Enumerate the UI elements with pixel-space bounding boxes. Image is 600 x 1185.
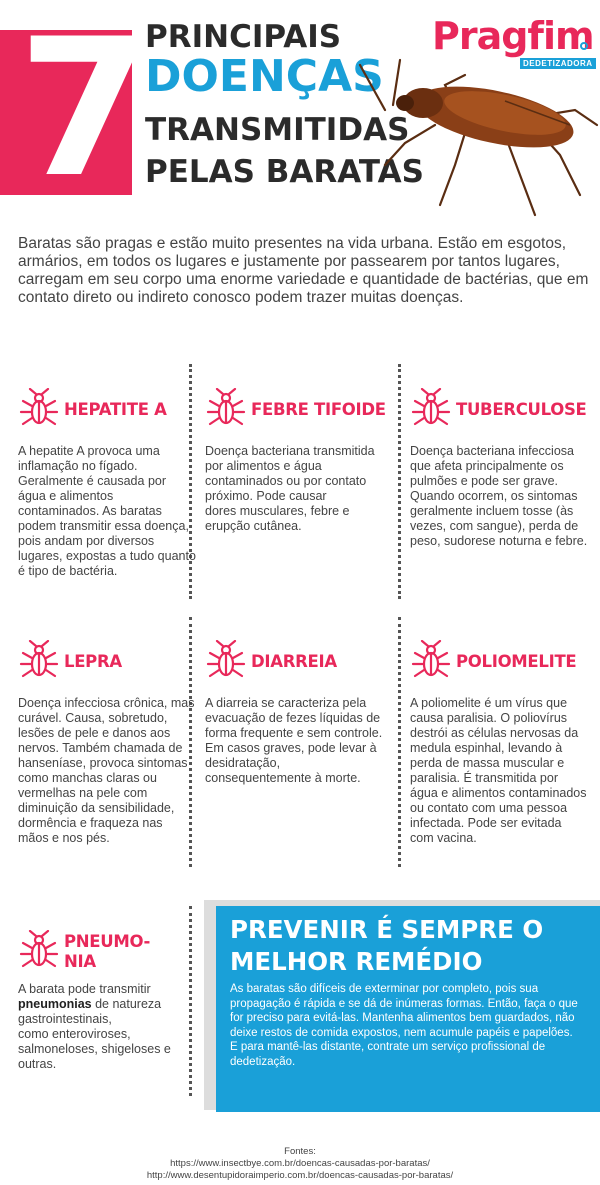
cockroach-icon xyxy=(205,388,247,428)
separator-4 xyxy=(398,617,401,867)
card-description: A hepatite A provoca uma inflamação no fígado. Geralmente é causada por água e alimentos contaminados. As baratas podem transmitir essa doença, pois andam por diversos lugares, expostas a tudo quanto é tipo de bactéria. xyxy=(18,444,196,578)
sources-label: Fontes: xyxy=(284,1146,316,1157)
source-link-2[interactable]: http://www.desentupidoraimperio.com.br/doencas-causadas-por-baratas/ xyxy=(146,1170,454,1181)
logo-dot xyxy=(580,42,588,50)
disease-card-pneumonia xyxy=(18,930,196,1072)
cockroach-icon xyxy=(18,388,60,428)
card-title: POLIOMELITE xyxy=(456,652,577,671)
disease-card-tuberculose xyxy=(410,388,588,549)
card-title: HEPATITE A xyxy=(64,400,167,419)
card-description: Doença infecciosa crônica, mas curável. Causa, sobretudo, lesões de pele e danos aos nervos. Também chamada de hanseníase, provoca sintomas como manchas claras ou vermelhas na pele com diminuição da sensibilidade, dormência e fraqueza nas mãos e nos pés. xyxy=(18,696,195,845)
big-number: 7 xyxy=(18,0,145,219)
card-title: FEBRE TIFOIDE xyxy=(251,400,386,419)
disease-card-hepatite xyxy=(18,388,196,579)
cockroach-icon xyxy=(410,640,452,680)
title-line-3: TRANSMITIDAS xyxy=(145,112,410,148)
card-description: Doença bacteriana transmitida por alimentos e água contaminados ou por contato próximo. Pode causar dores musculares, febre e erupção cutânea. xyxy=(205,444,375,533)
card-title: PNEUMO- NIA xyxy=(64,932,151,971)
card-title: DIARREIA xyxy=(251,652,337,671)
disease-card-febre-tifoide xyxy=(205,388,386,534)
card-description xyxy=(18,982,196,1072)
prevent-text: As baratas são difíceis de exterminar por completo, pois sua propagação é rápida e se dá de inúmeras formas. Então, faça o que for preciso para evitá-las. Mantenha alimentos bem guardados, não deixe restos de comida expostos, nem acumule papéis e papelões. E para mantê-las distante, contrate um serviço profissional de dedetização. xyxy=(230,983,578,1068)
disease-card-lepra xyxy=(18,640,196,846)
text-prefix: A barata pode transmitir xyxy=(18,982,151,996)
cockroach-icon xyxy=(410,388,452,428)
logo-wordmark: Pragfim xyxy=(432,14,594,58)
prevent-box xyxy=(216,906,600,1112)
card-title: LEPRA xyxy=(64,652,122,671)
card-description: A diarreia se caracteriza pela evacuação de fezes líquidas de forma frequente e sem controle. Em casos graves, pode levar à desidratação, consequentemente à morte. xyxy=(205,696,383,785)
source-link-1[interactable]: https://www.insectbye.com.br/doencas-causadas-por-baratas/ xyxy=(170,1158,430,1169)
disease-card-poliomelite xyxy=(410,640,588,846)
title-line-4: PELAS BARATAS xyxy=(145,154,424,190)
card-description: Doença bacteriana infecciosa que afeta principalmente os pulmões e pode ser grave. Quando ocorrem, os sintomas geralmente incluem tosse (às vezes, com sangue), perda de peso, sudorese noturna e febre. xyxy=(410,444,588,548)
logo-tagline: DEDETIZADORA xyxy=(520,58,596,69)
prevent-title: PREVENIR É SEMPRE O MELHOR REMÉDIO xyxy=(230,915,544,976)
title-line-1: PRINCIPAIS xyxy=(145,19,342,55)
cockroach-illustration xyxy=(345,55,600,220)
text-bold: pneumonias xyxy=(18,997,92,1011)
header xyxy=(0,0,600,219)
cockroach-icon xyxy=(18,930,60,970)
title-line-2: DOENÇAS xyxy=(145,51,384,102)
cockroach-icon xyxy=(18,640,60,680)
intro-paragraph: Baratas são pragas e estão muito presentes na vida urbana. Estão em esgotos, armários, em todos os lugares e justamente por passearem por tantos lugares, carregam em seu corpo uma enorme variedade e quantidade de bactérias, que em contato direto ou indireto conosco podem trazer muitas doenças. xyxy=(18,235,589,306)
card-title: TUBERCULOSE xyxy=(456,400,587,419)
disease-card-diarreia xyxy=(205,640,383,786)
cockroach-icon xyxy=(205,640,247,680)
separator-2 xyxy=(398,364,401,599)
card-description: A poliomelite é um vírus que causa paralisia. O poliovírus destrói as células nervosas da medula espinhal, levando à perda de massa muscular e paralisia. É transmitida por água e alimentos contaminados ou contato com uma pessoa infectada. Pode ser evitada com vacina. xyxy=(410,696,587,845)
sources xyxy=(0,1146,600,1182)
text-suffix: de natureza gastrointestinais, como enteroviroses, salmoneloses, shigeloses e outras. xyxy=(18,997,171,1071)
